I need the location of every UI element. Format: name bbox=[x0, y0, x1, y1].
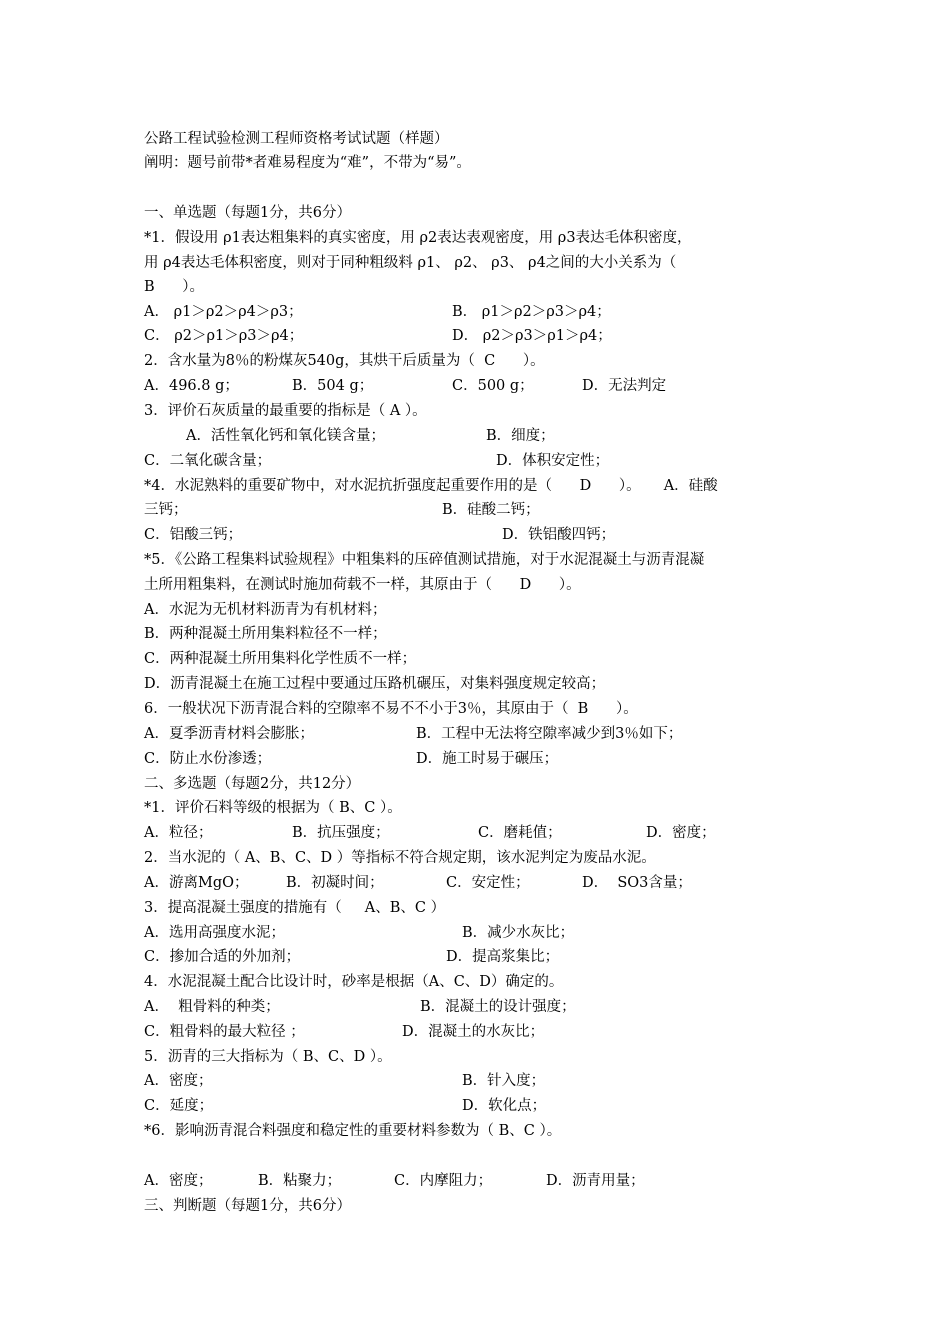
document-text: B．细度； bbox=[486, 428, 555, 444]
document-line bbox=[0, 846, 950, 871]
document-line bbox=[0, 622, 950, 647]
document-text: 二、多选题（每题2分，共12分） bbox=[144, 776, 361, 792]
document-text: C．掺加合适的外加剂； bbox=[144, 949, 301, 965]
document-text: 2．当水泥的（ A、B、C、D ）等指标不符合规定期，该水泥判定为废品水泥。 bbox=[144, 850, 656, 866]
document-text: 一、单选题（每题1分，共6分） bbox=[144, 205, 351, 221]
document-line bbox=[0, 970, 950, 995]
document-text: A．496.8 g； bbox=[144, 378, 239, 394]
document-text: 阐明：题号前带*者难易程度为“难”，不带为“易”。 bbox=[144, 155, 471, 171]
document-line bbox=[0, 1069, 950, 1094]
document-text: B．硅酸二钙； bbox=[442, 502, 540, 518]
document-text: D．沥青用量； bbox=[546, 1173, 645, 1189]
document-line bbox=[0, 722, 950, 747]
document-text: 6．一般状况下沥青混合料的空隙率不易不不小于3％，其原由于（ B ）。 bbox=[144, 701, 638, 717]
document-line bbox=[0, 1020, 950, 1045]
document-line bbox=[0, 647, 950, 672]
document-text: B．针入度； bbox=[462, 1073, 546, 1089]
document-text: *1．假设用 ρ1表达粗集料的真实密度，用 ρ2表达表观密度，用 ρ3表达毛体积密度， bbox=[144, 230, 692, 246]
document-text: A．活性氧化钙和氧化镁含量； bbox=[186, 428, 385, 444]
document-line bbox=[0, 548, 950, 573]
document-text: A．密度； bbox=[144, 1173, 213, 1189]
document-text: C．内摩阻力； bbox=[394, 1173, 493, 1189]
document-text: D．无法判定 bbox=[582, 378, 667, 394]
document-text: C．磨耗值； bbox=[478, 825, 562, 841]
document-text: A． 粗骨料的种类； bbox=[144, 999, 280, 1015]
document-text: *6．影响沥青混合料强度和稳定性的重要材料参数为（ B、C ）。 bbox=[144, 1123, 562, 1139]
document-line bbox=[0, 747, 950, 772]
document-text: C．500 g； bbox=[452, 378, 534, 394]
document-text: C．两种混凝土所用集料化学性质不一样； bbox=[144, 651, 417, 667]
document-text: D． ρ2＞ρ3＞ρ1＞ρ4； bbox=[452, 328, 612, 344]
document-text: C． ρ2＞ρ1＞ρ3＞ρ4； bbox=[144, 328, 304, 344]
document-line bbox=[0, 300, 950, 325]
document-text: *4．水泥熟料的重要矿物中，对水泥抗折强度起重要作用的是（ D ）。 A．硅酸 bbox=[144, 478, 718, 494]
document-text: B ）。 bbox=[144, 279, 205, 295]
document-line bbox=[0, 449, 950, 474]
document-text: 用 ρ4表达毛体积密度，则对于同种粗级料 ρ1、 ρ2、 ρ3、 ρ4之间的大小关系为（ bbox=[144, 255, 677, 271]
document-text: 三钙； bbox=[144, 502, 188, 518]
document-text: B．粘聚力； bbox=[258, 1173, 342, 1189]
document-text: 3．提高混凝土强度的措施有（ A、B、C ） bbox=[144, 900, 446, 916]
document-line bbox=[0, 474, 950, 499]
document-text: A．密度； bbox=[144, 1073, 213, 1089]
document-text: 土所用粗集料，在测试时施加荷载不一样，其原由于（ D ）。 bbox=[144, 577, 581, 593]
document-line bbox=[0, 226, 950, 251]
document-text: B．两种混凝土所用集料粒径不一样； bbox=[144, 626, 387, 642]
document-line bbox=[0, 1169, 950, 1194]
document-text: 三、判断题（每题1分，共6分） bbox=[144, 1198, 351, 1214]
document-line bbox=[0, 598, 950, 623]
document-line bbox=[0, 921, 950, 946]
document-text: *5．《公路工程集料试验规程》中粗集料的压碎值测试措施，对于水泥混凝土与沥青混凝 bbox=[144, 552, 705, 568]
document-line bbox=[0, 945, 950, 970]
document-line bbox=[0, 697, 950, 722]
document-line bbox=[0, 251, 950, 276]
document-line bbox=[0, 573, 950, 598]
document-text: A．粒径； bbox=[144, 825, 213, 841]
document-line bbox=[0, 498, 950, 523]
document-text: C．延度； bbox=[144, 1098, 214, 1114]
document-text: 公路工程试验检测工程师资格考试试题（样题） bbox=[144, 131, 449, 147]
document-text: A．游离MgO； bbox=[144, 875, 249, 891]
document-text: D．沥青混凝土在施工过程中要通过压路机碾压，对集料强度规定较高； bbox=[144, 676, 606, 692]
document-text: C．安定性； bbox=[446, 875, 530, 891]
document-line bbox=[0, 324, 950, 349]
document-line bbox=[0, 821, 950, 846]
document-text: C．铝酸三钙； bbox=[144, 527, 243, 543]
document-line bbox=[0, 374, 950, 399]
document-text: B．504 g； bbox=[292, 378, 374, 394]
document-line bbox=[0, 871, 950, 896]
document-line bbox=[0, 201, 950, 226]
document-text: D．施工时易于碾压； bbox=[416, 751, 559, 767]
document-text: 4．水泥混凝土配合比设计时，砂率是根据（A、C、D）确定的。 bbox=[144, 974, 564, 990]
document-text: A．水泥为无机材料沥青为有机材料； bbox=[144, 602, 387, 618]
document-line bbox=[0, 424, 950, 449]
document-text: C．防止水份渗透； bbox=[144, 751, 272, 767]
document-text: *1．评价石料等级的根据为（ B、C ）。 bbox=[144, 800, 402, 816]
document-line bbox=[0, 1094, 950, 1119]
document-line bbox=[0, 796, 950, 821]
document-line bbox=[0, 127, 950, 152]
document-text: B．减少水灰比； bbox=[462, 925, 575, 941]
document-text: 2．含水量为8％的粉煤灰540g，其烘干后质量为（ C ）。 bbox=[144, 353, 545, 369]
document-text: D．提高浆集比； bbox=[446, 949, 560, 965]
document-text: A．夏季沥青材料会膨胀； bbox=[144, 726, 314, 742]
document-line bbox=[0, 275, 950, 300]
document-line bbox=[0, 896, 950, 921]
document-text: C．粗骨料的最大粒径 ； bbox=[144, 1024, 305, 1040]
document-line bbox=[0, 523, 950, 548]
document-line bbox=[0, 672, 950, 697]
document-text: A． ρ1＞ρ2＞ρ4＞ρ3； bbox=[144, 304, 303, 320]
document-line bbox=[0, 772, 950, 797]
document-line bbox=[0, 1119, 950, 1144]
document-line bbox=[0, 399, 950, 424]
document-text: B．混凝土的设计强度； bbox=[420, 999, 576, 1015]
document-text: 5．沥青的三大指标为（ B、C、D ）。 bbox=[144, 1049, 392, 1065]
document-text: D．体积安定性； bbox=[496, 453, 610, 469]
document-line bbox=[0, 995, 950, 1020]
document-text: B． ρ1＞ρ2＞ρ3＞ρ4； bbox=[452, 304, 611, 320]
document-text: A．选用高强度水泥； bbox=[144, 925, 285, 941]
document-text: D．软化点； bbox=[462, 1098, 547, 1114]
document-text: 3．评价石灰质量的最重要的指标是（ A ）。 bbox=[144, 403, 427, 419]
document-line bbox=[0, 1194, 950, 1219]
document-text: B．工程中无法将空隙率减少到3％如下； bbox=[416, 726, 683, 742]
document-text: D．混凝土的水灰比； bbox=[402, 1024, 545, 1040]
document-text: D．铁铝酸四钙； bbox=[502, 527, 616, 543]
document-text: D．密度； bbox=[646, 825, 716, 841]
document-line bbox=[0, 151, 950, 176]
document-line bbox=[0, 1045, 950, 1070]
document-text: B．初凝时间； bbox=[286, 875, 384, 891]
document-line bbox=[0, 349, 950, 374]
document-text: B．抗压强度； bbox=[292, 825, 390, 841]
document-text: D． SO3含量； bbox=[582, 875, 692, 891]
document-text: C．二氧化碳含量； bbox=[144, 453, 272, 469]
